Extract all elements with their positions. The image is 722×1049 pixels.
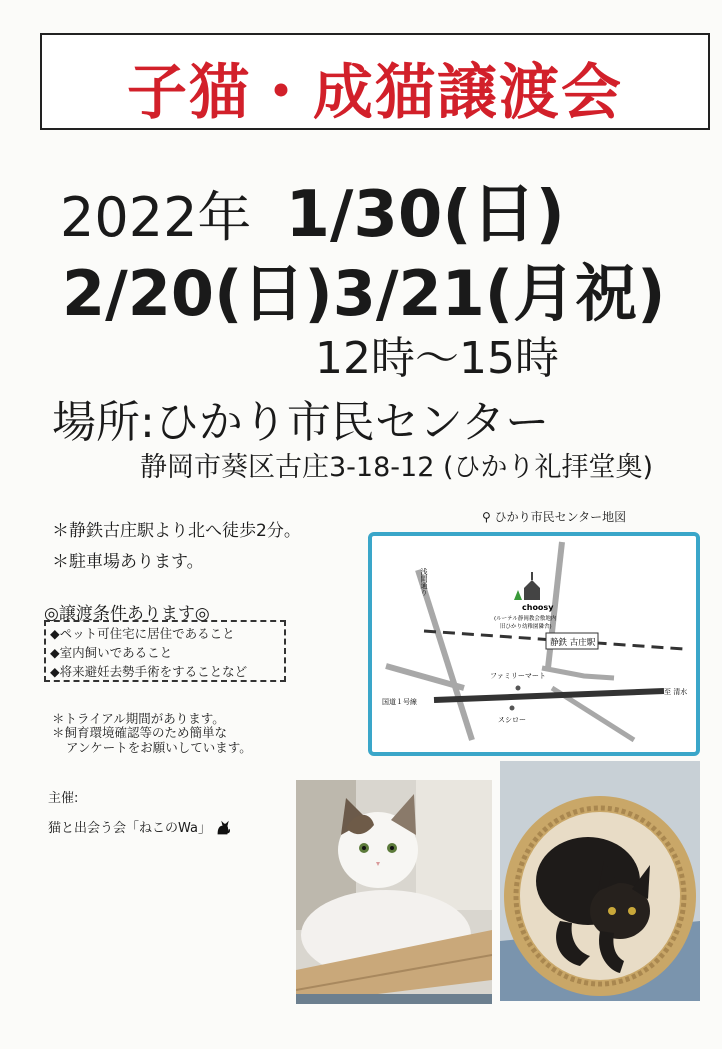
cat-icon xyxy=(215,819,231,835)
conditions-heading: ◎譲渡条件あります◎ xyxy=(44,604,210,624)
survey-note-line2: アンケートをお願いしています。 xyxy=(66,740,252,755)
condition-item: ◆ペット可住宅に居住であること xyxy=(50,626,235,641)
survey-note-line1: ＊飼育環境確認等のため簡単な xyxy=(52,725,228,740)
page-title: 子猫・成猫譲渡会 xyxy=(127,58,623,128)
map-label-route1: 国道１号線 xyxy=(382,698,417,706)
access-note-parking: ＊駐車場あります。 xyxy=(52,552,204,572)
access-note-walk: ＊静鉄古庄駅より北へ徒歩2分。 xyxy=(52,521,301,541)
access-map xyxy=(364,528,704,760)
map-label-landmark-sub2: 旧ひかり幼稚園隣舎) xyxy=(500,624,552,630)
host-name-text: 猫と出会う会「ねこのWa」 xyxy=(48,821,211,836)
map-restaurant-dot xyxy=(510,706,515,711)
trial-note: ＊トライアル期間があります。 xyxy=(52,711,225,726)
host-label: 主催: xyxy=(48,791,79,806)
map-label-station: 静鉄 古庄駅 xyxy=(550,638,596,648)
conditions-box xyxy=(44,620,286,682)
condition-item: ◆室内飼いであること xyxy=(50,645,173,660)
map-label-restaurant: スシロー xyxy=(498,716,526,724)
map-label-landmark: choosy xyxy=(522,603,554,612)
survey-note xyxy=(52,725,252,755)
map-label-asama: 浅間通り xyxy=(420,568,428,596)
map-label-landmark-sub1: (ルーテル静岡教会敷地内 xyxy=(494,616,557,622)
condition-item: ◆将来避妊去勢手術をすることなど xyxy=(50,664,248,679)
map-frame xyxy=(370,534,698,754)
host-name xyxy=(48,817,231,836)
photo-black-cat xyxy=(500,761,700,1001)
year-text: 2022年 xyxy=(60,186,252,249)
date-line-1 xyxy=(60,163,565,255)
venue-place: 場所:ひかり市民センター xyxy=(52,397,550,448)
title-box xyxy=(40,33,710,130)
map-label-store: ファミリーマート xyxy=(490,672,546,680)
map-title: ⚲ ひかり市民センター地図 xyxy=(482,510,627,524)
map-label-direction: 至 清水 xyxy=(664,688,688,696)
venue-address: 静岡市葵区古庄3-18-12 (ひかり礼拝堂奥) xyxy=(140,452,654,483)
other-dates: 2/20(日)3/21(月祝) xyxy=(62,257,666,330)
photo-white-cat xyxy=(296,780,492,1004)
first-date: 1/30(日) xyxy=(285,178,565,252)
event-time: 12時～15時 xyxy=(315,333,559,384)
map-pin-icon: ⚲ xyxy=(482,510,491,524)
map-store-dot xyxy=(516,686,521,691)
